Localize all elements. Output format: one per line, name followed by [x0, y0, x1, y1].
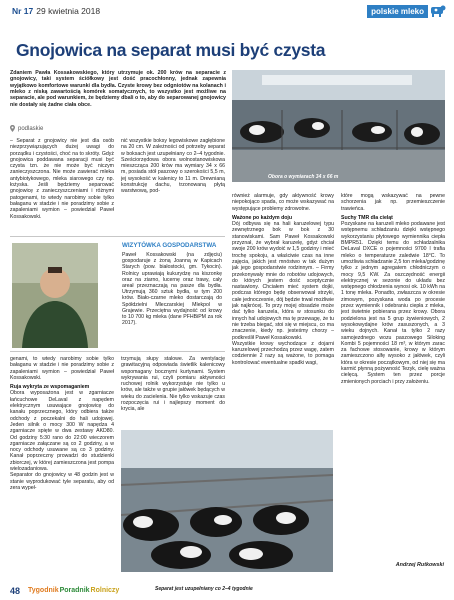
column-2-top [121, 138, 225, 228]
paragraph: Separator do gnojowicy w 48 godzin jest w stanie wyprodukować tyle separatu, aby od zera wypeł- [10, 472, 114, 491]
subheading: Suchy TMR dla cieląt [341, 214, 393, 221]
article-author: Andrzej Rutkowski [395, 562, 444, 568]
farmer-portrait [12, 243, 98, 348]
photo-caption: Separat jest uzupełniany co 2–4 tygodnie [155, 586, 253, 592]
paragraph: Obora wyposażona jest w zgarniacze łańcuchowe DeLaval z napędem elektrycznym usuwające gnojowicę do kanału poprzecznego, który odbiera także odchody z poczekalni do hali udojowej. Jeden silnik o mocy 300 W napędza 4 zgarniacze spięte w dwa zestawy AKD80. Od godziny 5:30 rano do 22:00 wieczorem zgarniacze załączane są co 2 godziny, a w nocy odchody usuwane są co 3 godziny. Kanał poprzeczny prowadzi do studzienki zbiorczej, w której zamieszczona jest pompa wielozadaniowa. [10, 390, 114, 473]
article-headline: Gnojowica na separat musi być czysta [16, 40, 326, 60]
page-number: 48 [10, 586, 21, 596]
column-4 [341, 193, 445, 563]
paragraph: również alarmuje, gdy aktywność krowy niepokojąco spada, co może wskazywać na występujące problemy zdrowotne. [232, 193, 334, 212]
section-tag [367, 3, 446, 19]
subheading: Ważone po każdym doju [232, 214, 293, 221]
brand-part: Poradnik [59, 587, 90, 594]
farm-profile-box [10, 236, 225, 352]
issue-label [12, 6, 100, 16]
paragraph: które mogą wskazywać na pewne schorzenia jak np. przemieszczenie trawieńca. [341, 193, 445, 212]
brand-part: Tygodnik [28, 587, 59, 594]
page-footer [0, 582, 454, 600]
column-1-bottom [10, 356, 114, 578]
region-label: podlaskie [18, 125, 44, 132]
column-3 [232, 193, 334, 473]
paragraph: genami, to wtedy narobimy sobie tylko bałaganu w stadzie i nie poradzimy sobie z zapaleniami wymion – powiedział Paweł Kossakowski. [10, 356, 114, 381]
publication-brand [28, 587, 119, 594]
barn-image [232, 70, 445, 182]
location-pin-icon [10, 125, 15, 132]
paragraph: – Separat z gnojowicy nie jest dla osób niezprzywiązujących dużej uwagi do porządku i czystości, choć na to skróty. Gdyż gnojowica poddawana separacji musi być czysta tzn. że nie może być niczym zanieczyszczona. Nie może zawierać mleka antybiotykowego, mleka siarowego czy np. łożyska. Jeśli będziemy separować gnojowicę z zanieczyszczeniami i różnymi patogenami, to wtedy narobimy sobie tylko bałaganu w stadzie i nie poradzimy sobie z zapaleniami wymion – powiedział Paweł Kossakowski. [10, 138, 114, 220]
article-lead: Zdaniem Pawła Kossakowskiego, który utrzymuje ok. 200 krów na separacie z gnojowicy, taki system ściółkowy jest dość pracochłonny, jednak zapewnia wyjątkowo komfortowe warunki dla bydła. Czyste krowy bez odgniotów na kolanach i mleko z niską zawartością komórek somatycznych, to wszystko jest możliwe na separacie, ale pod warunkiem, że będziemy dbali o to, aby do separowanej gnojowicy nie dostały się żadne ciała obce. [10, 70, 226, 108]
paragraph: Wszystkie krowy wychodzące z dojarni karuzelowej przechodzą przez wagę, zatem codziennie 2 razy są ważone, to pomaga kontrolować ewentualne spadki wagi, [232, 340, 334, 366]
issue-date: 29 kwietnia 2018 [36, 6, 101, 16]
page-header [0, 0, 454, 22]
farmer-image [12, 243, 98, 348]
box-title: WIZYTÓWKA GOSPODARSTWA [122, 242, 217, 249]
paragraph: nić wszystkie boksy legowiskowe zagłębione na 20 cm. W zależności od potrzeby separat w boksach jest uzupełniany co 2–4 tygodnie. Sześciorzędowa obora wolnostanowiskowa mieszcząca 200 krów ma wymiary 34 x 66 m, posiada stół paszowy o szerokości 5,5 m, jej wysokość w kalenicy to 11 m. Drewnianą konstrukcję dachu, trzonowaną płytą warstwową, pod- [121, 138, 225, 195]
box-text: Paweł Kossakowski (na zdjęciu) gospodaruje z żoną Joanną w Kapicach Starych (pow. białostocki, gm. Tykocin). Rolnicy uprawiają kukurydzę na kiszonkę oraz na ziarno, lucernę oraz trawy, cały areał przeznaczają na pasze dla bydła. Utrzymują 360 sztuk bydła, w tym 200 krów. Biało-czarne mleko dostarczają do Spółdzielni Mleczarskiej Mlekpol w Grajewie. Przeciętna wydajność od krowy to 10 700 kg mleka (dane PFHBiPM za rok 2017). [122, 252, 222, 327]
photo-caption: Obora o wymiarach 34 x 66 m [268, 174, 339, 180]
cow-icon [430, 4, 446, 18]
column-2-bottom [121, 356, 225, 426]
section-label: polskie mleko [367, 5, 428, 18]
region-tag [10, 125, 43, 132]
subheading: Ruja wykryta ze wspomaganiem [10, 384, 90, 391]
brand-part: Rolniczy [90, 587, 120, 594]
paragraph: trzymują słupy stalowe. Za wentylację grawitacyjną odpowiada świetlik kalenicowy wspomagany bocznymi kurtynami. System wykrywania rui, czyli pomiaru aktywności ruchowej rolnik wykorzystuje nie tylko u krów, ale także w grupie jałówek będących w wieku do zacielenia. Nie tylko wskazuje czas rozpoczęcia rui i najlepszy moment do krycia, ale [121, 356, 225, 413]
issue-number: Nr 17 [12, 6, 34, 16]
column-1-top [10, 138, 114, 236]
paragraph: Dój odbywa się na hali karuzelowej typu zewnętrznego bok w bok z 30 stanowiskami. Sam Paweł Kossakowski przyznał, że wybrał karuzelę, gdyż chciał swoje 200 krów wydoić w 1,5 godziny i mieć trochę spokoju, a właściwie czas na inne zajęcia, jakich jest mnóstwo w tak dużym jak jego gospodarstwie rodzinnym. – Firmy przekonywały mnie do robotów udojowych, do których jestem dość sceptycznie nastawiony. Chciałem mieć system dojki, podczas którego będę obserwował strzyki, całe jednoczesnie, dój będzie trwał możliwie jak najkrócej. To przy mojej obsadzie może dać tylko karuzela, która w stosunku do innych hal udojowych ma tę przewagę, że tu nie trzeba biegać, stoi się w miejscu, co ma znaczenie, kiedy np. jesteśmy chorzy – podkreślił Paweł Kossakowski. [232, 221, 334, 341]
paragraph: Pozyskane na karuzeli mleko podawane jest wstępnemu schładzaniu dzięki wstępnego wykorzystaniu płytowego wymiennika ciepła BMPR51. Dzięki temu do schładzalnika DeLaval DXCE o pojemności 9700 l trafia mleko o temperaturze zaledwie 18°C. To umożliwia schładzanie 2,5 ton mleka/godzinę tylko z jednym agregatem chłodniczym o mocy 9,5 KW. Za oszczędność energii elektrycznej w sezonie do układu bez wstępnego chłodzenia wynosi ok. 10 kWh na 1 tonę mleka. Ponadto, zwłaszcza w okresie zimowym, pozyskana woda po procesie przez wymiennik i odebraniu ciepła z mleka, jest świetnie pobierana przez krowy. Obora podzielona jest na 5 grup żywieniowych, 2 wysokowydajne krów zasuszonych, a 3 wieku dojnych. Kanał ta tylko 2 razy samojezdnego wozu paszowego Siloking Kombi 5 pojemności 18 m³, w którym zarac za fachowe stosowanie, krowy w którym zamieszczono alfę wysoko z jałówek, czyli która w okresie początkowym, od niej się ma karmić płynną pożywność Tezyk, cielę ważna cielęcą. System ten przez porcje zmienionych porciach i przy założeniu. [341, 221, 445, 385]
barn-photo [232, 70, 445, 182]
